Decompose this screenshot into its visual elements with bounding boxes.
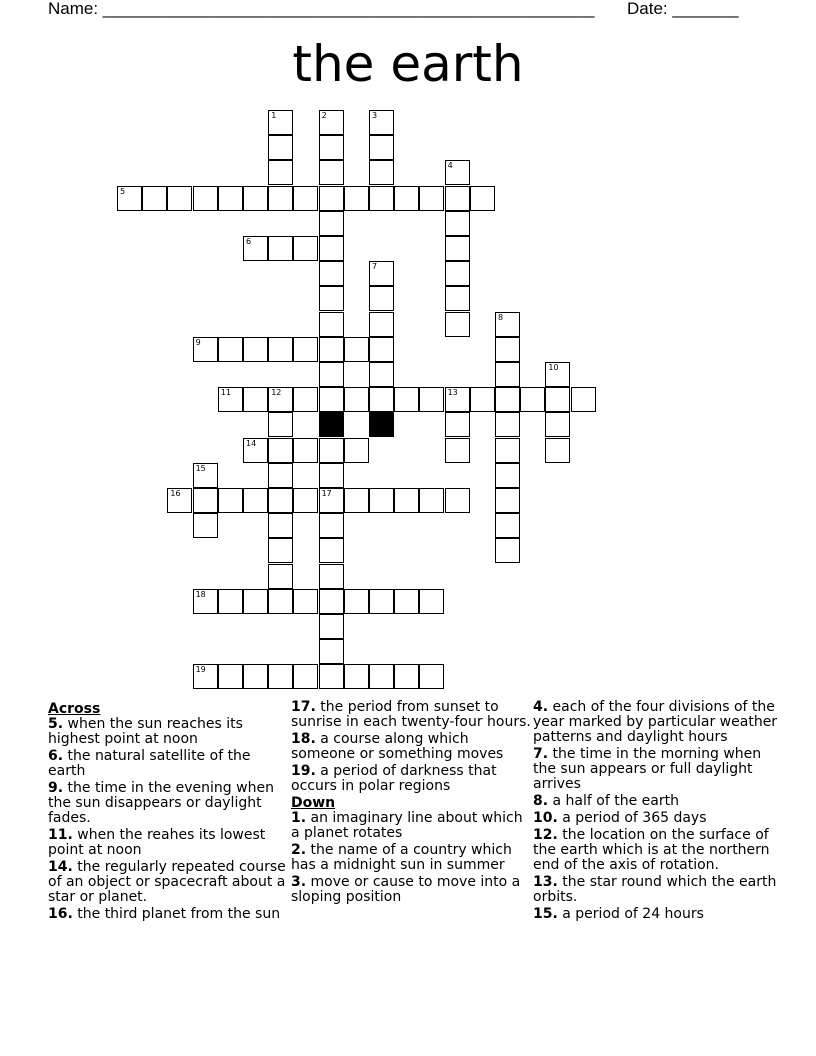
grid-cell[interactable]: [495, 438, 520, 463]
clue-item-number: 4.: [533, 699, 549, 715]
grid-cell[interactable]: [268, 438, 293, 463]
grid-cell[interactable]: [268, 236, 293, 261]
grid-cell[interactable]: [545, 362, 570, 387]
grid-cell[interactable]: [369, 664, 394, 689]
clue-number: 19: [195, 665, 206, 675]
grid-cell[interactable]: [344, 664, 369, 689]
clue-item: [533, 875, 778, 905]
grid-cell[interactable]: [293, 387, 318, 412]
grid-cell[interactable]: [243, 236, 268, 261]
clue-item: [291, 732, 531, 762]
grid-cell[interactable]: [319, 589, 344, 614]
clue-item: [533, 828, 778, 873]
clue-item-number: 2.: [291, 842, 307, 858]
clue-number: 7: [372, 262, 378, 272]
clue-item: [533, 747, 778, 792]
clue-item: [533, 700, 778, 745]
clue-item-text: when the sun reaches its highest point at noon: [48, 716, 243, 747]
grid-cell[interactable]: [243, 488, 268, 513]
grid-cell[interactable]: [445, 312, 470, 337]
grid-cell[interactable]: [369, 488, 394, 513]
grid-cell[interactable]: [495, 337, 520, 362]
clue-item-text: the time in the morning when the sun appears or full daylight arrives: [533, 746, 762, 792]
grid-cell[interactable]: [319, 564, 344, 589]
clue-item-text: a period of 365 days: [557, 810, 707, 826]
clue-item-text: when the reahes its lowest point at noon: [48, 827, 266, 858]
grid-cell[interactable]: [293, 488, 318, 513]
grid-cell[interactable]: [319, 614, 344, 639]
grid-cell[interactable]: [218, 488, 243, 513]
clue-number: 18: [195, 589, 206, 599]
clue-item: [48, 717, 288, 747]
grid-cell[interactable]: [369, 589, 394, 614]
grid-cell[interactable]: [268, 488, 293, 513]
grid-cell[interactable]: [344, 337, 369, 362]
grid-cell[interactable]: [369, 387, 394, 412]
clue-item: [533, 811, 778, 826]
grid-cell[interactable]: [419, 589, 444, 614]
grid-cell[interactable]: [319, 538, 344, 563]
grid-cell[interactable]: [369, 110, 394, 135]
clue-item-number: 7.: [533, 746, 549, 762]
grid-cell[interactable]: [495, 387, 520, 412]
clue-item: [533, 794, 778, 809]
grid-cell[interactable]: [369, 362, 394, 387]
name-field-label: Name: ____________________________________________________: [48, 0, 595, 18]
grid-cell[interactable]: [319, 387, 344, 412]
grid-cell[interactable]: [268, 160, 293, 185]
clue-item-number: 9.: [48, 780, 64, 796]
clue-item-number: 14.: [48, 859, 73, 875]
grid-cell[interactable]: [319, 337, 344, 362]
clue-item-number: 12.: [533, 827, 558, 843]
grid-cell[interactable]: [319, 513, 344, 538]
page-title: the earth: [292, 35, 524, 93]
grid-cell[interactable]: [445, 286, 470, 311]
grid-cell[interactable]: [419, 664, 444, 689]
grid-cell[interactable]: [268, 564, 293, 589]
grid-cell[interactable]: [445, 488, 470, 513]
clue-number: 11: [220, 388, 231, 398]
clue-item: [48, 907, 288, 922]
clue-number: 14: [246, 438, 257, 448]
clue-item-text: the location on the surface of the earth which is at the northern end of the axis of rotation.: [533, 827, 770, 873]
grid-cell[interactable]: [193, 589, 218, 614]
grid-cell[interactable]: [445, 261, 470, 286]
grid-cell[interactable]: [344, 387, 369, 412]
grid-cell[interactable]: [369, 135, 394, 160]
grid-cell[interactable]: [293, 438, 318, 463]
clue-item: [291, 811, 531, 841]
clue-item-text: a half of the earth: [548, 793, 679, 809]
grid-cell[interactable]: [268, 463, 293, 488]
clue-item-text: the time in the evening when the sun disappears or daylight fades.: [48, 780, 274, 826]
grid-block: [369, 412, 394, 437]
grid-cell[interactable]: [193, 337, 218, 362]
grid-cell[interactable]: [218, 387, 243, 412]
grid-cell[interactable]: [319, 438, 344, 463]
grid-cell[interactable]: [268, 513, 293, 538]
grid-cell[interactable]: [268, 337, 293, 362]
grid-cell[interactable]: [268, 589, 293, 614]
grid-cell[interactable]: [369, 261, 394, 286]
clue-item: [48, 781, 288, 826]
grid-cell[interactable]: [293, 664, 318, 689]
clue-item-number: 3.: [291, 874, 307, 890]
clue-item-text: the regularly repeated course of an object or spacecraft about a star or planet.: [48, 859, 286, 905]
grid-cell[interactable]: [319, 211, 344, 236]
grid-cell[interactable]: [419, 186, 444, 211]
clue-item-number: 1.: [291, 810, 307, 826]
clue-item: [48, 828, 288, 858]
grid-cell[interactable]: [167, 488, 192, 513]
clue-item-number: 17.: [291, 699, 316, 715]
clue-item-text: a period of 24 hours: [557, 906, 704, 922]
clue-item-number: 13.: [533, 874, 558, 890]
grid-cell[interactable]: [319, 110, 344, 135]
clue-number: 17: [321, 489, 332, 498]
clue-number: 12: [271, 388, 282, 398]
clue-number: 2: [321, 111, 327, 120]
grid-cell[interactable]: [268, 664, 293, 689]
grid-cell[interactable]: [319, 312, 344, 337]
grid-cell[interactable]: [319, 362, 344, 387]
clue-item-text: move or cause to move into a sloping position: [291, 874, 521, 905]
grid-cell[interactable]: [319, 135, 344, 160]
clue-item-text: the natural satellite of the earth: [48, 748, 251, 779]
clue-item-number: 11.: [48, 827, 73, 843]
grid-cell[interactable]: [495, 538, 520, 563]
clue-item-text: the period from sunset to sunrise in each twenty-four hours.: [291, 699, 531, 730]
grid-cell[interactable]: [218, 186, 243, 211]
clue-number: 1: [271, 111, 277, 120]
clue-item: [533, 907, 778, 922]
grid-cell[interactable]: [369, 286, 394, 311]
clue-number: 6: [246, 237, 252, 246]
grid-cell[interactable]: [545, 412, 570, 437]
grid-cell[interactable]: [344, 438, 369, 463]
grid-cell[interactable]: [193, 513, 218, 538]
grid-cell[interactable]: [369, 337, 394, 362]
grid-cell[interactable]: [394, 589, 419, 614]
grid-cell[interactable]: [218, 337, 243, 362]
grid-cell[interactable]: [117, 186, 142, 211]
grid-cell[interactable]: [293, 186, 318, 211]
clue-item: [48, 749, 288, 779]
clue-item-text: the star round which the earth orbits.: [533, 874, 777, 905]
grid-cell[interactable]: [445, 438, 470, 463]
grid-cell[interactable]: [243, 438, 268, 463]
grid-cell[interactable]: [319, 664, 344, 689]
grid-cell[interactable]: [394, 664, 419, 689]
grid-cell[interactable]: [445, 211, 470, 236]
clue-item-text: an imaginary line about which a planet rotates: [291, 810, 523, 841]
clue-item-text: a course along which someone or something moves: [291, 731, 504, 762]
across-heading: Across: [48, 701, 101, 717]
grid-cell[interactable]: [344, 186, 369, 211]
clue-item: [291, 843, 531, 873]
clue-item-number: 10.: [533, 810, 558, 826]
grid-cell[interactable]: [445, 186, 470, 211]
clue-item-number: 19.: [291, 763, 316, 779]
grid-cell[interactable]: [268, 110, 293, 135]
clue-number: 3: [372, 111, 378, 120]
grid-cell[interactable]: [394, 387, 419, 412]
grid-cell[interactable]: [394, 186, 419, 211]
grid-cell[interactable]: [419, 387, 444, 412]
grid-cell[interactable]: [495, 513, 520, 538]
grid-cell[interactable]: [319, 488, 344, 513]
grid-cell[interactable]: [319, 286, 344, 311]
grid-cell[interactable]: [369, 160, 394, 185]
grid-cell[interactable]: [268, 412, 293, 437]
clue-item-text: a period of darkness that occurs in polar regions: [291, 763, 497, 794]
clue-item-text: the name of a country which has a midnight sun in summer: [291, 842, 512, 873]
clue-number: 10: [548, 363, 559, 372]
grid-cell[interactable]: [445, 160, 470, 185]
clue-item: [48, 860, 288, 905]
clue-number: 5: [120, 186, 126, 196]
grid-cell[interactable]: [470, 186, 495, 211]
grid-cell[interactable]: [268, 186, 293, 211]
grid-cell[interactable]: [369, 186, 394, 211]
date-field-label: Date: _______: [627, 0, 739, 18]
grid-cell[interactable]: [268, 135, 293, 160]
grid-cell[interactable]: [293, 337, 318, 362]
clue-item: [291, 764, 531, 794]
grid-cell[interactable]: [495, 312, 520, 337]
clue-number: 13: [447, 388, 458, 398]
grid-cell[interactable]: [243, 589, 268, 614]
grid-cell[interactable]: [394, 488, 419, 513]
grid-cell[interactable]: [495, 412, 520, 437]
grid-cell[interactable]: [319, 160, 344, 185]
grid-cell[interactable]: [218, 664, 243, 689]
grid-cell[interactable]: [319, 463, 344, 488]
grid-cell[interactable]: [268, 538, 293, 563]
clue-item-number: 15.: [533, 906, 558, 922]
grid-cell[interactable]: [268, 387, 293, 412]
clue-item-number: 6.: [48, 748, 64, 764]
grid-cell[interactable]: [470, 387, 495, 412]
grid-cell[interactable]: [545, 438, 570, 463]
grid-cell[interactable]: [545, 387, 570, 412]
clue-number: 8: [498, 312, 504, 322]
grid-cell[interactable]: [293, 589, 318, 614]
grid-cell[interactable]: [445, 412, 470, 437]
clue-item-number: 18.: [291, 731, 316, 747]
clues-column-2: [291, 700, 531, 907]
grid-cell[interactable]: [218, 589, 243, 614]
clue-number: 9: [195, 337, 201, 347]
clue-item: [291, 875, 531, 905]
grid-cell[interactable]: [495, 362, 520, 387]
grid-cell[interactable]: [445, 236, 470, 261]
grid-cell[interactable]: [319, 261, 344, 286]
grid-cell[interactable]: [243, 337, 268, 362]
grid-cell[interactable]: [369, 312, 394, 337]
clue-number: 15: [195, 463, 206, 473]
clues-column-3: [533, 700, 778, 924]
grid-cell[interactable]: [167, 186, 192, 211]
grid-cell[interactable]: [495, 463, 520, 488]
grid-cell[interactable]: [495, 488, 520, 513]
grid-cell[interactable]: [142, 186, 167, 211]
grid-cell[interactable]: [243, 664, 268, 689]
grid-cell[interactable]: [193, 664, 218, 689]
clue-item-text: each of the four divisions of the year marked by particular weather patterns and daylight hours: [533, 699, 778, 745]
clue-number: 16: [170, 489, 181, 498]
grid-cell[interactable]: [243, 186, 268, 211]
grid-cell[interactable]: [319, 236, 344, 261]
grid-cell[interactable]: [193, 488, 218, 513]
clue-number: 4: [447, 161, 453, 171]
clue-item: [291, 700, 531, 730]
grid-cell[interactable]: [193, 186, 218, 211]
grid-cell[interactable]: [419, 488, 444, 513]
clue-item-number: 16.: [48, 906, 73, 922]
grid-cell[interactable]: [520, 387, 545, 412]
clue-item-text: the third planet from the sun: [72, 906, 281, 922]
down-heading: Down: [291, 795, 336, 811]
grid-cell[interactable]: [319, 639, 344, 664]
grid-cell[interactable]: [293, 236, 318, 261]
clue-item-number: 5.: [48, 716, 64, 732]
grid-cell[interactable]: [193, 463, 218, 488]
grid-cell[interactable]: [243, 387, 268, 412]
grid-cell[interactable]: [319, 186, 344, 211]
grid-cell[interactable]: [571, 387, 596, 412]
clues-column-1: [48, 700, 288, 924]
grid-cell[interactable]: [344, 488, 369, 513]
clue-item-number: 8.: [533, 793, 549, 809]
grid-cell[interactable]: [445, 387, 470, 412]
grid-block: [319, 412, 344, 437]
grid-cell[interactable]: [344, 589, 369, 614]
